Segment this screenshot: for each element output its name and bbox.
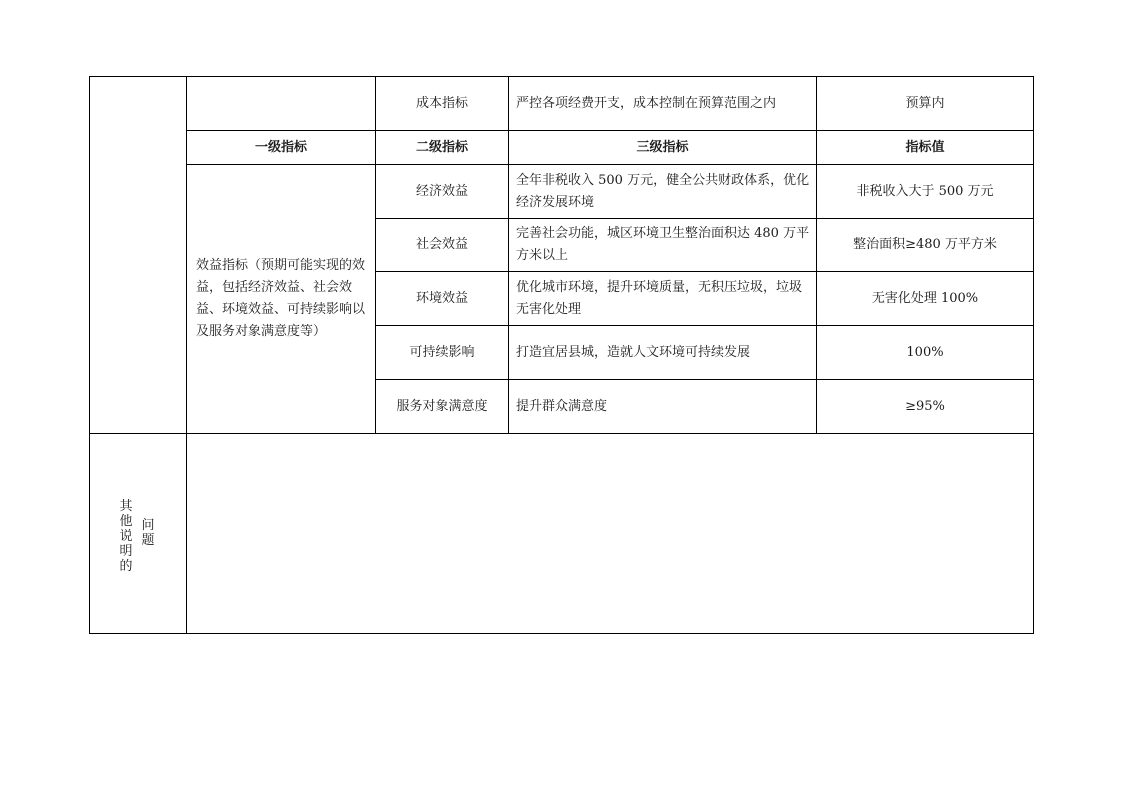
benefit-row-level3: 全年非税收入 500 万元，健全公共财政体系，优化经济发展环境 (516, 172, 810, 210)
header-level2: 二级指标 (415, 139, 468, 155)
benefit-level1-cell (196, 165, 370, 433)
header-value: 指标值 (905, 139, 945, 155)
other-issues-label-col1: 其他说明的 (119, 499, 133, 574)
benefit-row-value: 非税收入大于 500 万元 (856, 183, 994, 199)
cost-indicator-value: 预算内 (905, 95, 945, 111)
benefit-level1-text: 效益指标（预期可能实现的效益，包括经济效益、社会效益、环境效益、可持续影响以及服务对象满意度等） (196, 258, 366, 339)
benefit-row-level3: 优化城市环境，提升环境质量，无积压垃圾，垃圾无害化处理 (516, 279, 803, 317)
benefit-row-value: 100% (906, 344, 944, 360)
benefit-row-level2: 服务对象满意度 (396, 398, 488, 414)
table-border-right (1033, 76, 1034, 634)
benefit-row-level3: 打造宜居县城，造就人文环境可持续发展 (516, 344, 751, 360)
header-level3: 三级指标 (636, 139, 689, 155)
cost-indicator-level2: 成本指标 (415, 95, 468, 111)
table-border-left (89, 76, 90, 634)
benefit-row-value: 整治面积≥480 万平方米 (853, 237, 997, 252)
benefit-row-level3: 完善社会功能，城区环境卫生整治面积达 480 万平方米以上 (516, 226, 810, 263)
header-level1: 一级指标 (254, 139, 307, 155)
benefit-row-level3: 提升群众满意度 (516, 398, 608, 414)
cost-indicator-level3: 严控各项经费开支，成本控制在预算范围之内 (516, 95, 777, 111)
benefit-row-value: ≥95% (905, 398, 945, 414)
other-issues-content (196, 434, 1026, 633)
benefit-row-level2: 社会效益 (415, 237, 468, 252)
benefit-row-level2: 可持续影响 (409, 344, 475, 360)
benefit-row-level2: 环境效益 (415, 290, 468, 306)
benefit-row-level2: 经济效益 (415, 183, 468, 199)
col-divider (508, 76, 509, 434)
other-issues-label-col2: 问题 (141, 518, 155, 548)
table-border-bottom (89, 633, 1034, 634)
benefit-row-value: 无害化处理 100% (871, 290, 979, 306)
